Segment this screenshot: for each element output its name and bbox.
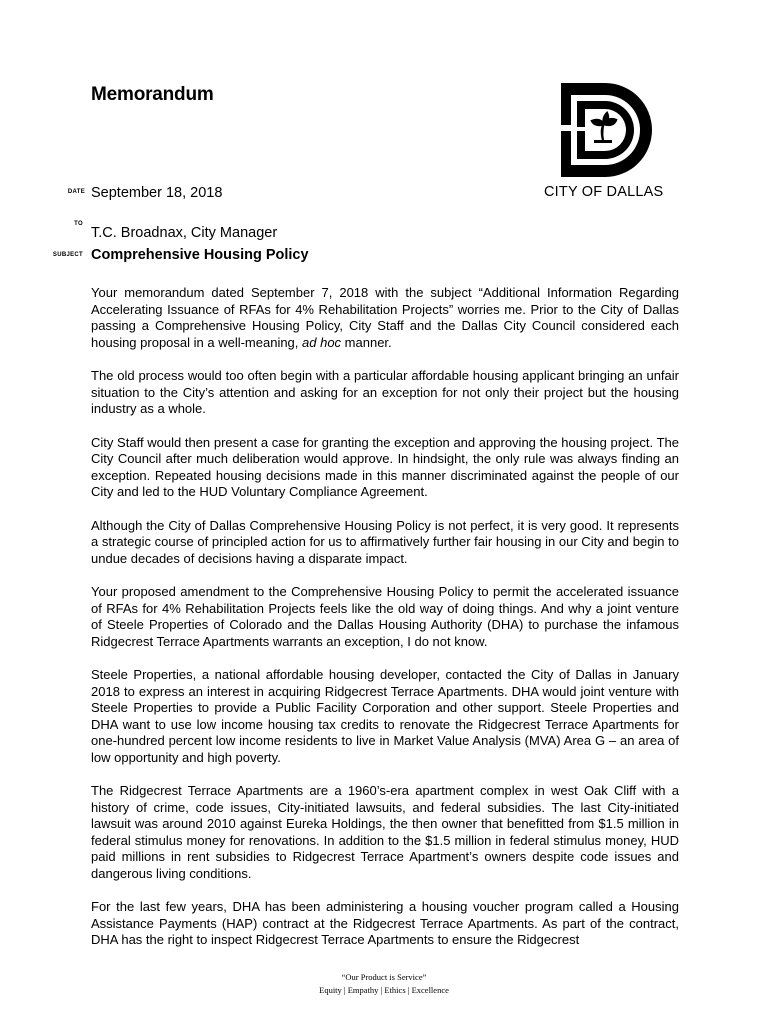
footer-motto: “Our Product is Service”: [341, 972, 427, 982]
date-value: September 18, 2018: [91, 185, 223, 201]
paragraph: [91, 285, 679, 351]
city-name: CITY OF DALLAS: [544, 184, 664, 200]
paragraph-text: manner.: [341, 334, 392, 350]
city-of-dallas-logo: [561, 83, 653, 177]
footer-values: Equity | Empathy | Ethics | Excellence: [319, 985, 449, 995]
to-label: TO: [74, 221, 83, 227]
subject-label: SUBJECT: [52, 252, 83, 258]
paragraph: City Staff would then present a case for granting the exception and approving the housing project. The City Council after much deliberation would approve. In hindsight, the only rule was always finding an exception. Repeated housing decisions made in this manner discriminated against the people of our City and led to the HUD Voluntary Compliance Agreement.: [91, 434, 679, 499]
to-value: T.C. Broadnax, City Manager: [91, 225, 278, 241]
paragraph: Steele Properties, a national affordable housing developer, contacted the City of Dallas in January 2018 to express an interest in acquiring Ridgecrest Terrace Apartments. DHA would joint venture with Steele Properties to provide a Public Facility Corporation and other support. Steele Properties and DHA want to use low income housing tax credits to renovate the Ridgecrest Terrace Apartments for one-hundred percent low income residents to live in Market Value Analysis (MVA) Area G – an area of low opportunity and high poverty.: [91, 667, 679, 765]
memo-body: [91, 285, 679, 966]
subject-value: Comprehensive Housing Policy: [91, 247, 309, 263]
memo-title: Memorandum: [91, 84, 214, 105]
italic-text: ad hoc: [302, 334, 342, 350]
paragraph: The old process would too often begin with a particular affordable housing applicant bringing an unfair situation to the City’s attention and asking for an exception for not only their project but the housing industry as a whole.: [91, 368, 679, 416]
paragraph: Your proposed amendment to the Comprehensive Housing Policy to permit the accelerated issuance of RFAs for 4% Rehabilitation Projects feels like the old way of doing things. And why a joint venture of Steele Properties of Colorado and the Dallas Housing Authority (DHA) to purchase the infamous Ridgecrest Terrace Apartments warrants an exception, I do not know.: [91, 584, 679, 649]
paragraph-text: Your memorandum dated September 7, 2018 with the subject “Additional Information Regarding Accelerating Issuance of RFAs for 4% Rehabilitation Projects” worries me. Prior to the City of Dallas passing a Comprehensive Housing Policy, City Staff and the Dallas City Council considered each housing proposal in a well-meaning,: [91, 285, 679, 350]
date-label: DATE: [67, 189, 85, 195]
paragraph: The Ridgecrest Terrace Apartments are a 1960’s-era apartment complex in west Oak Cliff with a history of crime, code issues, City-initiated lawsuits, and federal subsidies. The last City-initiated lawsuit was around 2010 against Eureka Holdings, the then owner that benefitted from $1.5 million in federal stimulus money for renovations. In addition to the $1.5 million in federal stimulus money, HUD paid millions in rent subsidies to Ridgecrest Terrace Apartment’s owners despite code issues and dangerous living conditions.: [91, 783, 679, 881]
paragraph: For the last few years, DHA has been administering a housing voucher program called a Housing Assistance Payments (HAP) contract at the Ridgecrest Terrace Apartments. As part of the contract, DHA has the right to inspect Ridgecrest Terrace Apartments to ensure the Ridgecrest: [91, 899, 679, 947]
paragraph: Although the City of Dallas Comprehensive Housing Policy is not perfect, it is very good. It represents a strategic course of principled action for us to affirmatively further fair housing in our City and begin to undue decades of decisions having a disparate impact.: [91, 517, 679, 566]
